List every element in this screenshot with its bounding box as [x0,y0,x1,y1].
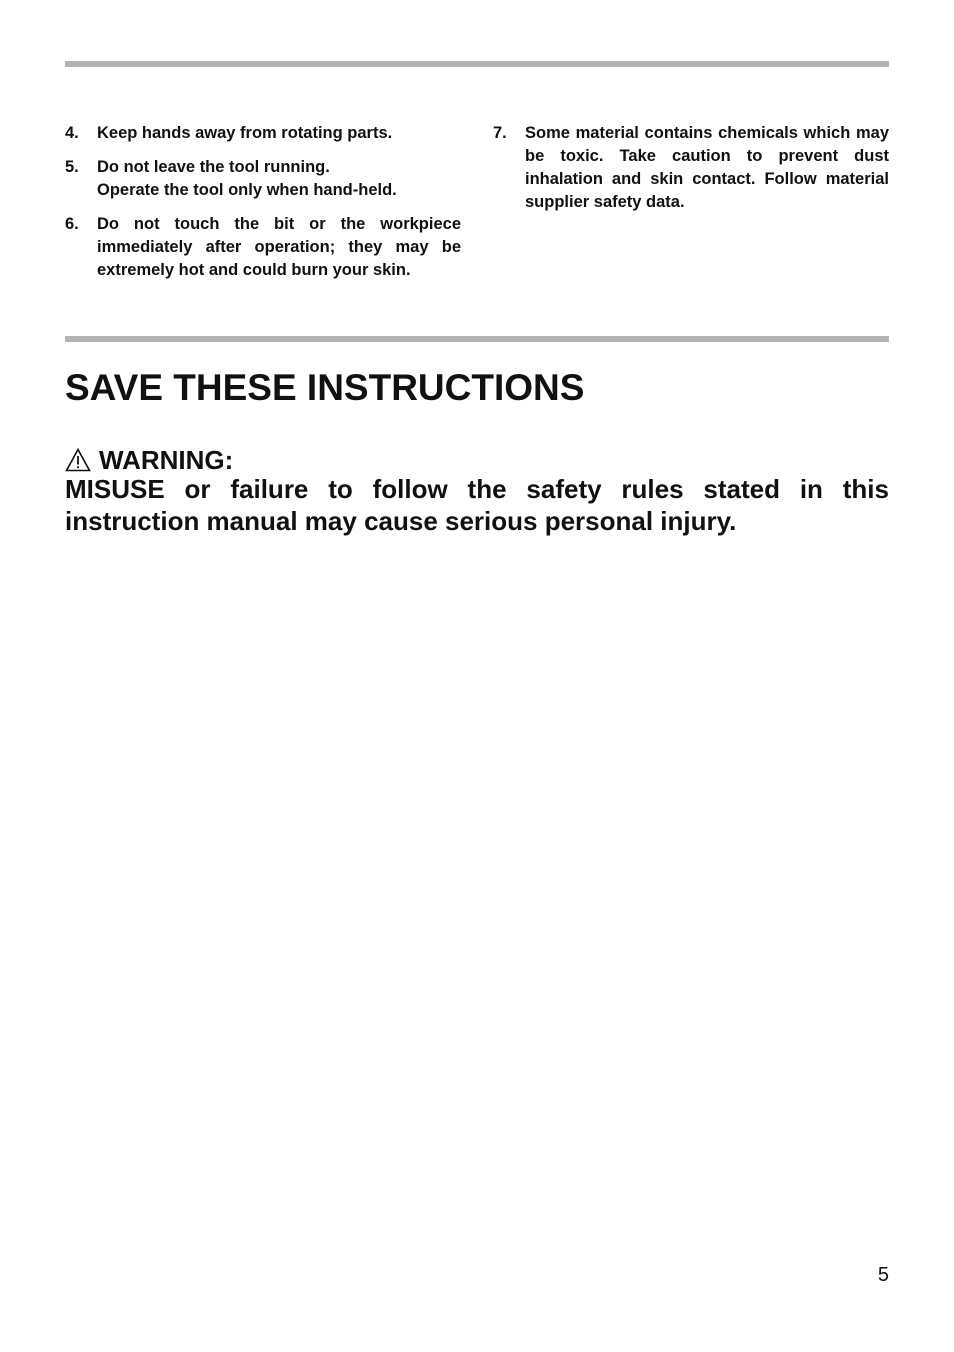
instructions-left-column [65,122,461,293]
top-divider [65,61,889,67]
item-text: Keep hands away from rotating parts. [97,124,393,142]
warning-triangle-icon [65,448,91,472]
warning-label: WARNING: [99,445,234,475]
instructions-right-column [493,122,889,225]
page-number: 5 [877,1264,889,1286]
list-item [65,156,461,202]
item-number: 6. [65,215,79,233]
warning-heading [65,444,233,476]
item-text-line: Do not leave the tool running. [97,158,330,176]
item-number: 4. [65,124,79,142]
item-number: 7. [493,124,507,142]
list-item [493,122,889,214]
item-text [97,156,461,202]
item-text: Do not touch the bit or the workpiece immediately after operation; they may be extremely hot and could burn your skin. [97,215,461,279]
item-text: Some material contains chemicals which may be toxic. Take caution to prevent dust inhalation and skin contact. Follow material supplier safety data. [525,124,889,211]
section-divider [65,336,889,342]
list-item [65,122,461,145]
item-text-line: Operate the tool only when hand-held. [97,181,397,199]
list-item [65,213,461,282]
page-title: SAVE THESE INSTRUCTIONS [65,367,585,408]
warning-text: MISUSE or failure to follow the safety rules stated in this instruction manual may cause serious personal injury. [65,474,889,536]
item-number: 5. [65,158,79,176]
